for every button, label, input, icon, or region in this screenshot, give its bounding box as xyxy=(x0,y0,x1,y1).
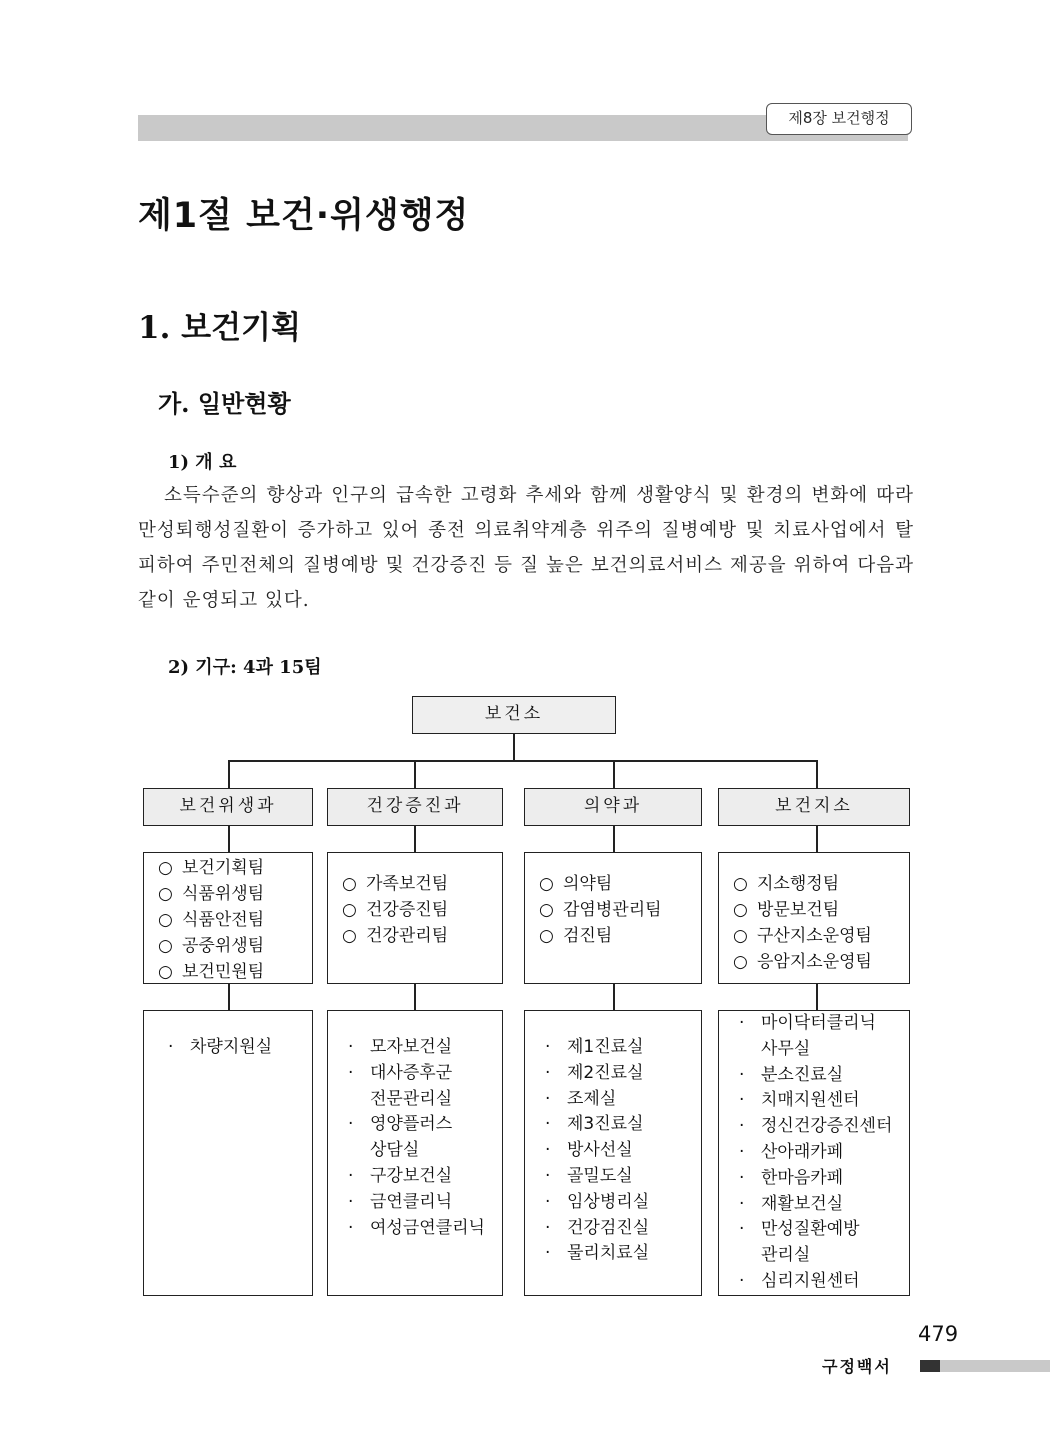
room-item: · 임상병리실 xyxy=(545,1191,650,1212)
room-item: · 분소진료실 xyxy=(739,1064,844,1085)
connector-line xyxy=(228,984,230,1010)
room-item: · 정신건강증진센터 xyxy=(739,1116,893,1137)
connector-line xyxy=(414,760,416,788)
room-item: 사무실 xyxy=(761,1038,811,1059)
connector-line xyxy=(228,760,230,788)
room-item: · 건강검진실 xyxy=(545,1217,650,1238)
connector-line xyxy=(816,984,818,1010)
connector-line xyxy=(414,984,416,1010)
department-box: 보건지소 xyxy=(718,788,910,826)
room-item: · 마이닥터클리닉 xyxy=(739,1013,876,1033)
section-title: 제1절 보건·위생행정 xyxy=(138,196,470,236)
room-item: · 제1진료실 xyxy=(545,1037,644,1057)
team-item: ○ 건강증진팀 xyxy=(342,900,449,920)
department-box: 건강증진과 xyxy=(327,788,503,826)
room-item: · 방사선실 xyxy=(545,1140,633,1161)
team-item: ○ 지소행정팀 xyxy=(733,874,840,894)
team-item: ○ 의약팀 xyxy=(539,874,613,894)
team-item: ○ 구산지소운영팀 xyxy=(733,926,872,946)
overview-heading: 1) 개 요 xyxy=(168,452,237,473)
connector-line xyxy=(613,760,615,788)
room-item: · 골밀도실 xyxy=(545,1165,633,1186)
room-item: · 차량지원실 xyxy=(168,1037,273,1057)
room-item: · 심리지원센터 xyxy=(739,1270,860,1291)
team-list-box xyxy=(524,852,702,984)
room-item: · 영양플러스 xyxy=(348,1114,453,1135)
room-item: · 구강보건실 xyxy=(348,1165,453,1186)
overview-paragraph: 소득수준의 향상과 인구의 급속한 고령화 추세와 함께 생활양식 및 환경의 변화에 따라 만성퇴행성질환이 증가하고 있어 종전 의료취약계층 위주의 질병예방 및 치료사업에서 탈피하여 주민전체의 질병예방 및 건강증진 등 질 높은 보건의료서비스 제공을 위하여 다음과 같이 운영되고 있다. xyxy=(138,485,914,611)
organization-heading: 2) 기구: 4과 15팀 xyxy=(168,657,322,678)
room-item: · 여성금연클리닉 xyxy=(348,1217,485,1238)
room-item: · 물리치료실 xyxy=(545,1243,650,1264)
room-list-box xyxy=(524,1010,702,1296)
room-list-box xyxy=(327,1010,503,1296)
team-item: ○ 공중위생팀 xyxy=(158,936,265,956)
footer-bar xyxy=(940,1360,1050,1372)
room-item: · 제3진료실 xyxy=(545,1114,644,1135)
chapter-label: 제8장 보건행정 xyxy=(766,103,912,135)
room-item: 관리실 xyxy=(761,1245,811,1266)
team-item: ○ 식품안전팀 xyxy=(158,910,265,930)
connector-line xyxy=(816,760,818,788)
connector-line xyxy=(513,734,515,761)
connector-line xyxy=(414,826,416,852)
connector-line xyxy=(613,984,615,1010)
room-item: · 산아래카페 xyxy=(739,1141,844,1162)
connector-line xyxy=(228,760,817,762)
org-top-box: 보건소 xyxy=(412,696,616,734)
room-item: · 조제실 xyxy=(545,1088,617,1109)
room-list-box xyxy=(143,1010,313,1296)
page-number: 479 xyxy=(918,1322,959,1346)
team-item: ○ 방문보건팀 xyxy=(733,900,840,920)
department-box: 보건위생과 xyxy=(143,788,313,826)
team-list-box xyxy=(718,852,910,984)
room-list-box xyxy=(718,1010,910,1296)
department-box: 의약과 xyxy=(524,788,702,826)
room-item: 상담실 xyxy=(370,1140,420,1161)
room-item: · 재활보건실 xyxy=(739,1193,844,1214)
connector-line xyxy=(816,826,818,852)
room-item: · 한마음카페 xyxy=(739,1167,844,1188)
team-list-box xyxy=(327,852,503,984)
team-item: ○ 보건기획팀 xyxy=(158,858,265,878)
sub-title: 1. 보건기획 xyxy=(138,310,301,346)
room-item: · 만성질환예방 xyxy=(739,1219,860,1240)
team-item: ○ 응암지소운영팀 xyxy=(733,952,872,972)
room-item: 전문관리실 xyxy=(370,1088,453,1109)
team-item: ○ 감염병관리팀 xyxy=(539,900,662,920)
team-item: ○ 건강관리팀 xyxy=(342,926,449,946)
team-item: ○ 식품위생팀 xyxy=(158,884,265,904)
room-item: · 금연클리닉 xyxy=(348,1191,453,1212)
connector-line xyxy=(228,826,230,852)
team-list-box xyxy=(143,852,313,984)
team-item: ○ 검진팀 xyxy=(539,926,613,946)
room-item: · 모자보건실 xyxy=(348,1037,453,1057)
connector-line xyxy=(613,826,615,852)
team-item: ○ 가족보건팀 xyxy=(342,874,449,894)
room-item: · 치매지원센터 xyxy=(739,1090,860,1111)
footer-bar-dark xyxy=(920,1360,940,1372)
room-item: · 대사증후군 xyxy=(348,1062,453,1083)
room-item: · 제2진료실 xyxy=(545,1062,644,1083)
subsub-title: 가. 일반현황 xyxy=(158,389,291,418)
book-title: 구정백서 xyxy=(822,1357,892,1376)
team-item: ○ 보건민원팀 xyxy=(158,962,265,982)
